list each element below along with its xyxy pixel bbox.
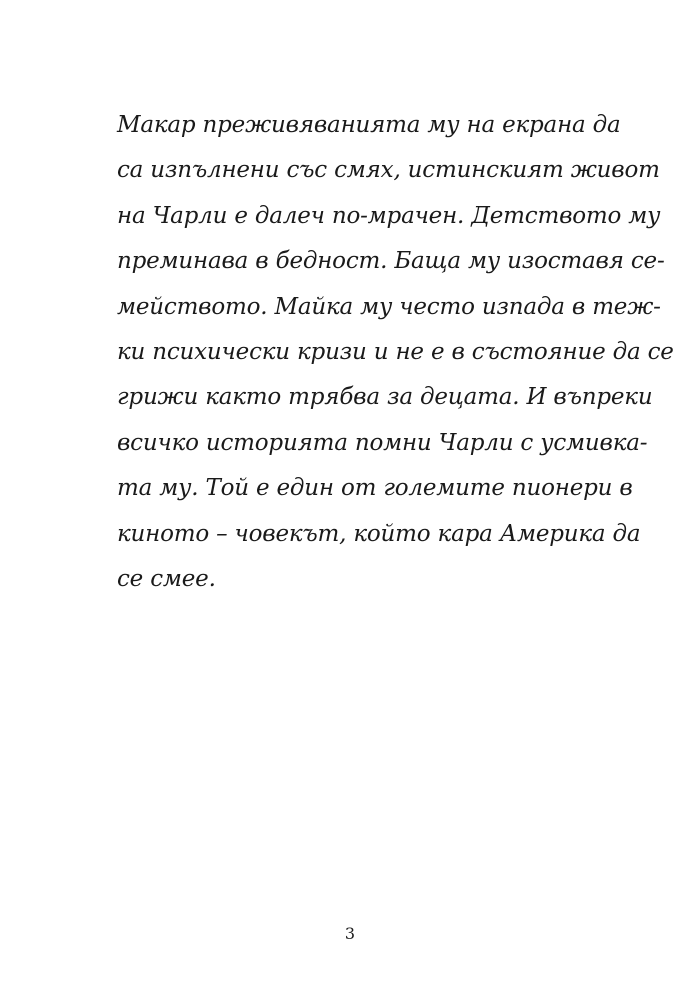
text-line-6: ки психически кризи и не е в състояние да се [117,338,674,365]
page-number: 3 [344,924,356,943]
text-line-5: мейството. Майка му често изпада в теж- [117,293,661,320]
body-paragraph [117,103,674,602]
text-line-4: преминава в бедност. Баща му изоставя се- [117,248,665,275]
text-line-8: всичко историята помни Чарли с усмивка- [117,429,648,456]
text-line-3: на Чарли е далеч по-мрачен. Детството му [117,202,661,229]
text-line-2: са изпълнени със смях, истинският живот [117,157,660,184]
text-line-10: киното – човекът, който кара Америка да [117,520,641,547]
text-line-7: грижи както трябва за децата. И въпреки [117,384,653,411]
text-line-11: се смее. [117,565,216,592]
text-line-1: Макар преживяванията му на екрана да [117,112,621,138]
text-line-9: та му. Той е един от големите пионери в [117,475,633,502]
